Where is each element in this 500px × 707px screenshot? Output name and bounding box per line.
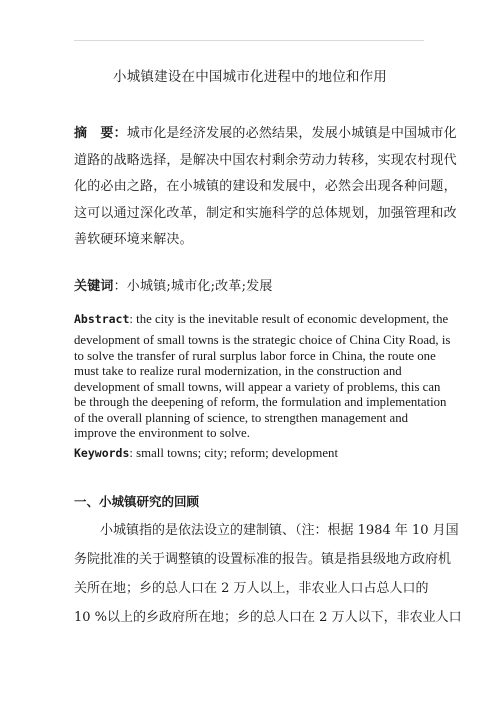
abstract-cn-line: 城市化是经济发展的必然结果，发展小城镇是中国城市化 — [126, 126, 457, 141]
abstract-en-line: development of small towns, will appear a variety of problems, this can — [74, 379, 441, 394]
abstract-en-line: must take to realize rural modernization, in the construction and — [74, 364, 402, 378]
document-title: 小城镇建设在中国城市化进程中的地位和作用 — [113, 69, 387, 85]
header-rule — [74, 40, 424, 41]
section-heading: 一、小城镇研究的回顾 — [74, 494, 200, 509]
keywords-en-text: : small towns; city; reform; development — [129, 446, 339, 460]
body-line: 务院批准的关于调整镇的设置标准的报告。镇是指县级地方政府机 — [74, 552, 452, 567]
section1-paragraph — [74, 516, 462, 632]
abstract-cn-line: 善软硬环境来解决。 — [74, 232, 193, 247]
body-line: 关所在地；乡的总人口在 2 万人以上，非农业人口占总人口的 — [74, 581, 429, 596]
keywords-en-label: Keywords — [74, 446, 130, 460]
abstract-en-line: development of small towns is the strategic choice of China City Road, is — [74, 333, 451, 347]
abstract-en-line: be through the deepening of reform, the formulation and implementation — [74, 395, 447, 409]
abstract-en-line: improve the environment to solve. — [74, 426, 250, 440]
keywords-cn-label: 关键词 — [74, 279, 114, 294]
keywords-en — [74, 446, 430, 462]
body-line: 小城镇指的是依法设立的建制镇、（注：根据 1984 年 10 月国 — [100, 523, 459, 538]
abstract-en-line: of the overall planning of science, to strengthen management and — [74, 410, 409, 425]
abstract-cn-label: 摘 要： — [74, 126, 127, 141]
body-line: 10 %以上的乡政府所在地；乡的总人口在 2 万人以下，非农业人口 — [74, 610, 462, 625]
abstract-cn — [74, 121, 457, 254]
abstract-cn-line: 这可以通过深化改革，制定和实施科学的总体规划，加强管理和改 — [74, 205, 457, 221]
abstract-en — [74, 311, 449, 327]
abstract-en-line: to solve the transfer of rural surplus labor force in China, the route one — [74, 348, 436, 363]
abstract-en-line: : the city is the inevitable result of economic development, the — [129, 312, 449, 326]
abstract-en-label: Abstract — [74, 312, 130, 326]
abstract-en-body — [74, 333, 451, 442]
keywords-cn — [74, 274, 430, 301]
keywords-cn-text: ：小城镇;城市化;改革;发展 — [113, 279, 273, 294]
abstract-cn-line: 化的必由之路，在小城镇的建设和发展中，必然会出现各种问题， — [74, 179, 457, 194]
abstract-cn-line: 道路的战略选择，是解决中国农村剩余劳动力转移，实现农村现代 — [74, 152, 457, 168]
